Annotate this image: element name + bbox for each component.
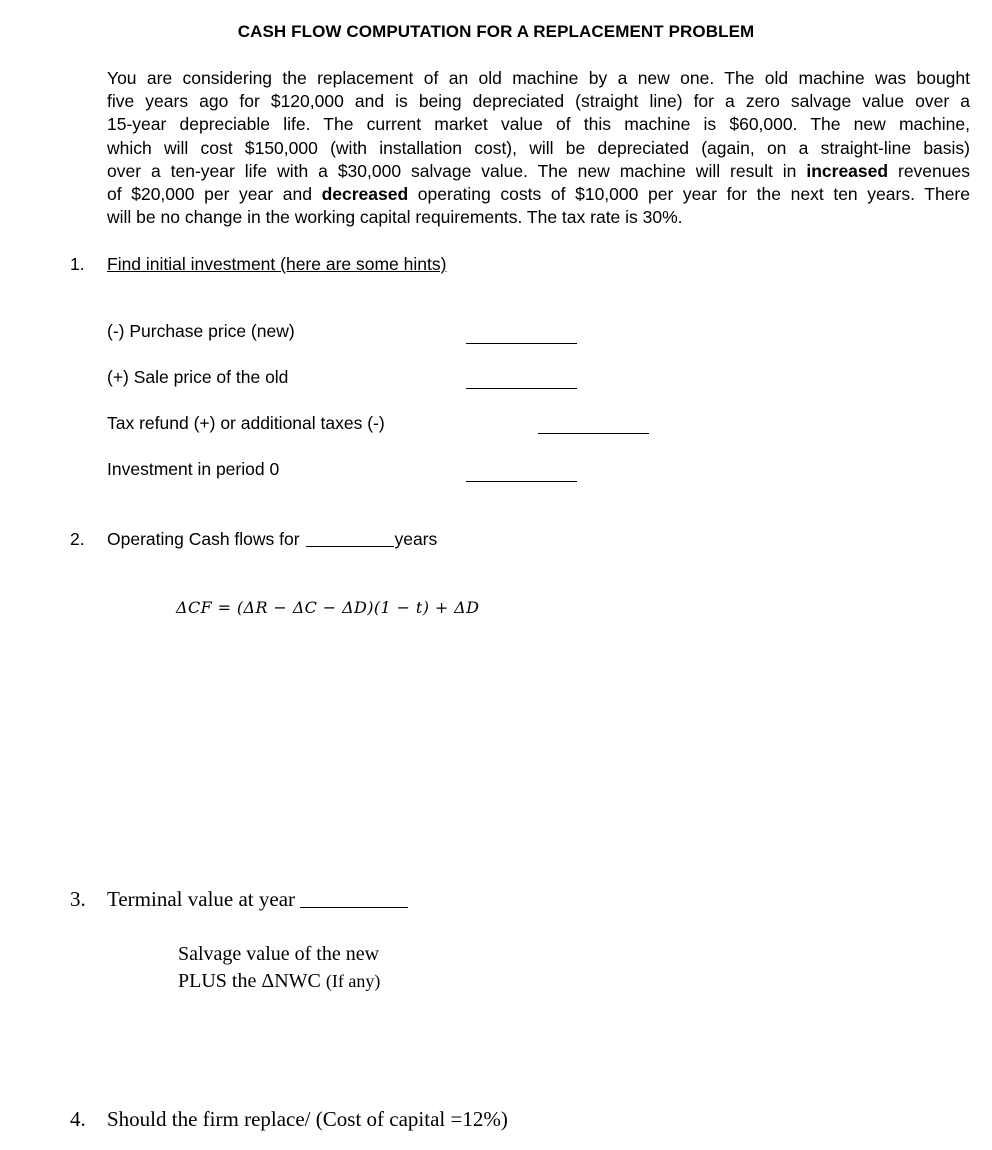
statement-text: revenues [888,160,970,181]
answer-blank-investment-period-0[interactable] [466,480,577,482]
section-2-label [107,529,437,550]
answer-blank-years[interactable] [306,545,394,547]
statement-line [107,183,970,206]
answer-blank-tax-refund[interactable] [538,432,649,434]
section-1-number: 1. [70,254,85,274]
emphasis-decreased: decreased [321,184,409,205]
section-3-label-text: Terminal value at year [107,887,296,911]
statement-text: which will cost $150,000 (with installation cost), will be depreciated (again, on a straight-line basis) [107,137,970,158]
hint-investment-period-0: Investment in period 0 [107,459,280,479]
statement-text: five years ago for $120,000 and is being depreciated (straight line) for a zero salvage value over a [107,91,970,112]
statement-text: operating costs of $10,000 per year for the next ten years. There [408,184,970,205]
hint-tax-refund: Tax refund (+) or additional taxes (-) [107,413,385,433]
statement-text: of $20,000 per year and [107,184,322,205]
section-2-number: 2. [70,529,85,549]
statement-text: You are considering the replacement of an old machine by a new one. The old machine was bought [107,68,970,88]
cash-flow-formula: ΔCF = (ΔR − ΔC − ΔD)(1 − t) + ΔD [176,598,480,617]
emphasis-increased: increased [806,160,889,181]
answer-blank-sale-price-old[interactable] [466,387,577,389]
statement-text: 15-year depreciable life. The current market value of this machine is $60,000. The new machine, [107,114,970,135]
statement-line [107,206,970,229]
answer-blank-terminal-year[interactable] [300,906,408,908]
hint-sale-price-old: (+) Sale price of the old [107,367,289,387]
terminal-note-line-1: Salvage value of the new [178,943,380,965]
section-4-number: 4. [70,1107,86,1131]
terminal-note-line-2 [178,968,380,995]
statement-line [107,113,970,136]
section-1-heading: Find initial investment (here are some hints) [107,254,447,274]
terminal-note-if-any: (If any) [325,971,381,991]
statement-text: will be no change in the working capital requirements. The tax rate is 30%. [107,207,683,228]
statement-line [107,90,970,113]
problem-statement [107,67,970,229]
statement-text: over a ten-year life with a $30,000 salvage value. The new machine will result in [107,160,807,181]
section-4-label: Should the firm replace/ (Cost of capital =12%) [107,1107,508,1131]
statement-line [107,67,970,90]
statement-line [107,137,970,160]
answer-blank-purchase-price[interactable] [466,342,577,344]
section-2-label-before: Operating Cash flows for [107,529,300,549]
hint-purchase-price: (-) Purchase price (new) [107,321,295,341]
terminal-value-note [178,941,380,995]
section-3-label [107,887,408,912]
terminal-note-text: PLUS the ΔNWC [178,970,326,992]
statement-line [107,160,970,183]
section-2-label-after: years [394,529,438,549]
section-3-number: 3. [70,887,86,911]
page-title: CASH FLOW COMPUTATION FOR A REPLACEMENT PROBLEM [237,22,755,41]
